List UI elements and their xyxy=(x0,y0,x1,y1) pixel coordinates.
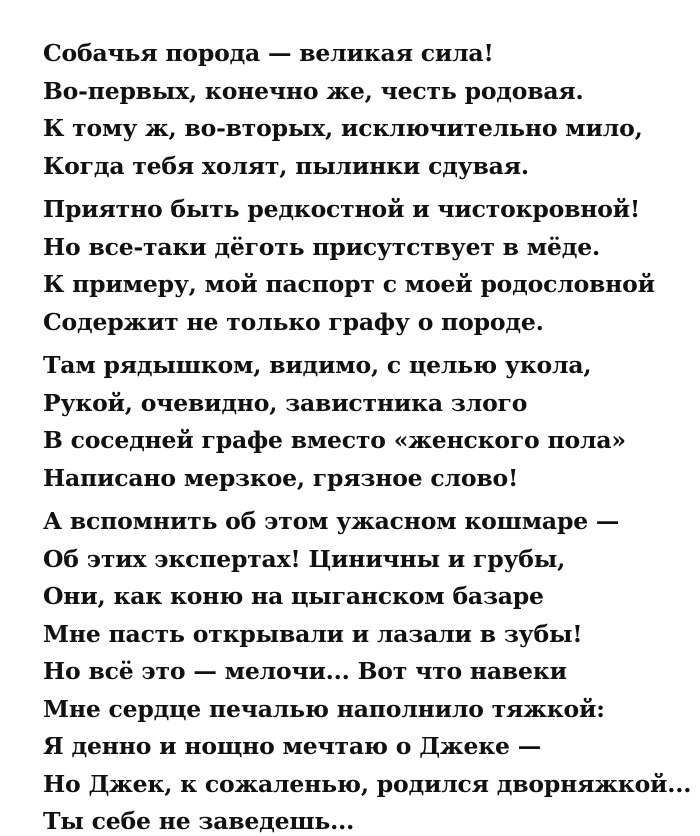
poem-line: Там рядышком, видимо, с целью укола, xyxy=(43,351,592,379)
poem-line: Мне сердце печалью наполнило тяжкой: xyxy=(43,694,605,723)
poem-line: Об этих экспертах! Циничны и грубы, xyxy=(43,544,566,573)
poem-line: Написано мерзкое, грязное слово! xyxy=(43,463,519,492)
poem-line: Мне пасть открывали и лазали в зубы! xyxy=(43,619,583,648)
poem-line: Они, как коню на цыганском базаре xyxy=(43,582,544,610)
poem-line: Собачья порода — великая сила! xyxy=(43,39,494,67)
poem-line: Я денно и нощно мечтаю о Джеке — xyxy=(43,732,542,760)
poem-line: А вспомнить об этом ужасном кошмаре — xyxy=(43,507,620,535)
poem-line: Содержит не только графу о породе. xyxy=(43,307,544,336)
poem-line: Во-первых, конечно же, честь родовая. xyxy=(43,76,584,105)
stanza-2 xyxy=(43,191,660,341)
poem-line: Ты себе не заведешь... xyxy=(43,807,355,835)
poem-line: Рукой, очевидно, завистника злого xyxy=(43,388,528,417)
stanza-3 xyxy=(43,347,660,497)
poem-line: К примеру, мой паспорт с моей родословной xyxy=(43,270,655,298)
poem-line: Но все-таки дёготь присутствует в мёде. xyxy=(43,232,600,261)
poem-line: Приятно быть редкостной и чистокровной! xyxy=(43,195,641,223)
stanza-1 xyxy=(43,35,660,185)
poem-line: Но Джек, к сожаленью, родился дворняжкой... xyxy=(43,769,692,798)
poem-line: К тому ж, во-вторых, исключительно мило, xyxy=(43,114,643,142)
poem-line: В соседней графе вместо «женского пола» xyxy=(43,426,626,454)
poem-line: Но всё это — мелочи... Вот что навеки xyxy=(43,657,567,685)
poem-line: Когда тебя холят, пылинки сдувая. xyxy=(43,151,529,180)
stanza-4 xyxy=(43,503,692,836)
